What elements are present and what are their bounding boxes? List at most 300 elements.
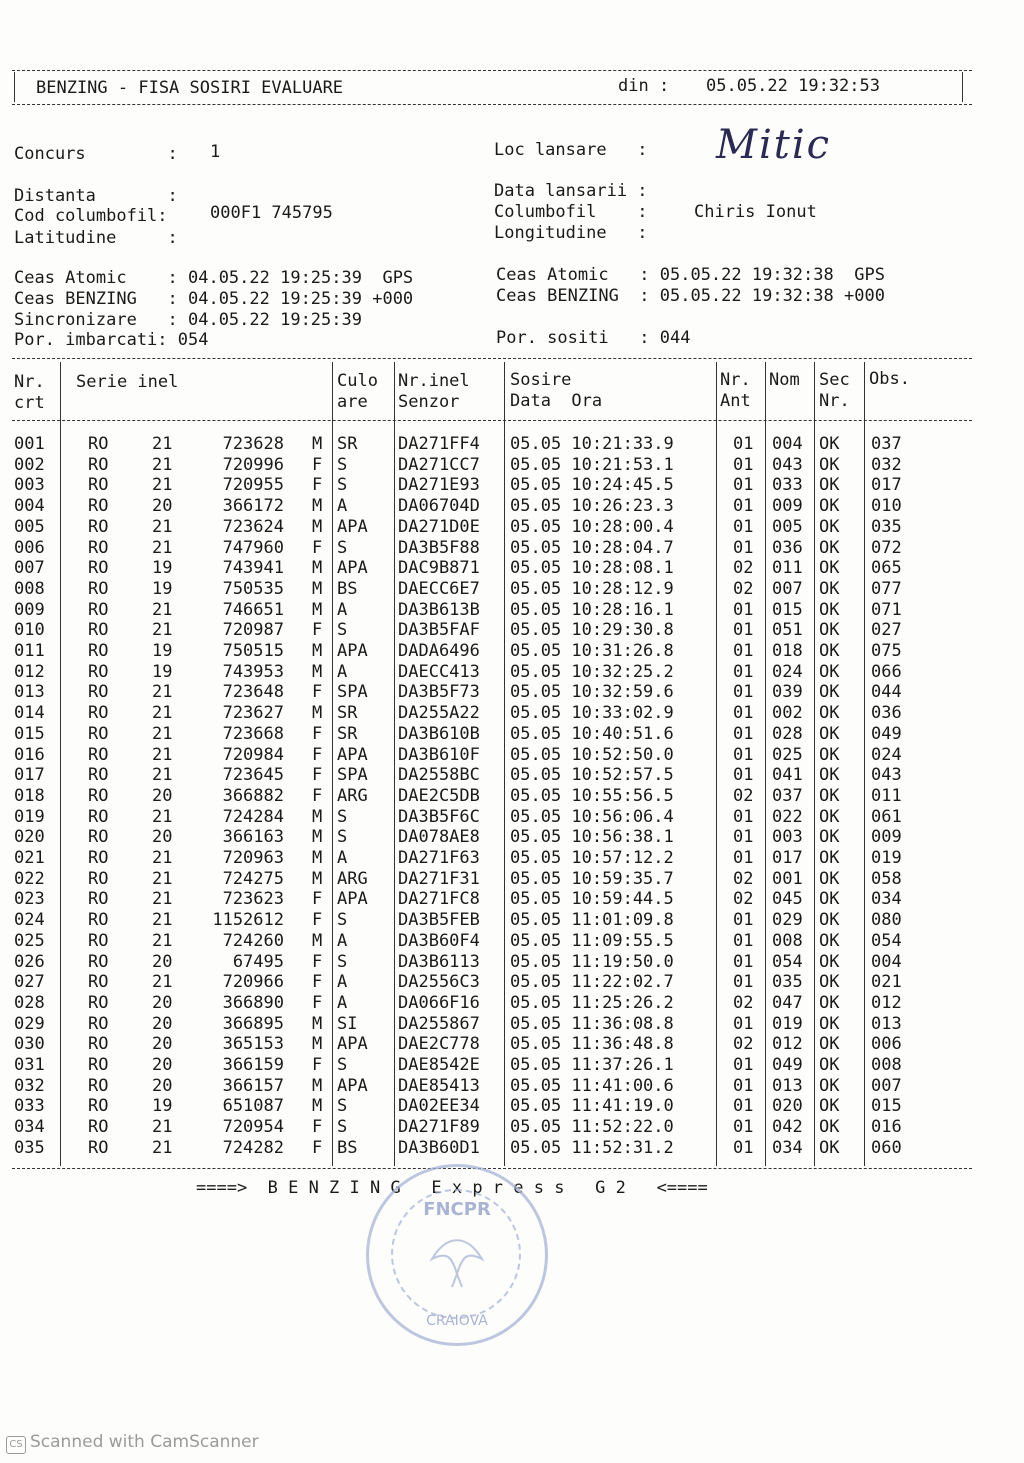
- cell-ring-number: 366882: [222, 785, 284, 806]
- cell-obs: 008: [871, 1055, 902, 1075]
- cell-country: RO: [88, 992, 109, 1013]
- porumbei-sositi: Por. sositi : 044: [496, 328, 691, 348]
- cell-nr-crt: 013: [14, 682, 45, 703]
- cell-arrival: 05.05 10:33:02.9: [510, 703, 674, 724]
- cell-ring-number: 723627: [222, 703, 284, 724]
- cell-antenna: 02: [733, 868, 754, 889]
- cell-year: 21: [152, 889, 173, 910]
- cell-sex: F: [312, 765, 323, 786]
- cell-nom: 013: [772, 1075, 803, 1096]
- cell-obs: 071: [871, 599, 902, 620]
- stamp-text-bottom: CRAIOVA: [426, 1313, 488, 1329]
- cell-obs: 077: [871, 578, 902, 599]
- cell-sec-status: OK: [819, 703, 840, 724]
- columbofil-label: Columbofil :: [494, 202, 648, 222]
- cell-sex: F: [312, 785, 323, 806]
- cell-antenna: 01: [733, 1137, 754, 1158]
- cell-sex: F: [312, 744, 323, 765]
- cell-color: S: [337, 910, 348, 931]
- cell-obs: 024: [871, 744, 902, 765]
- cell-sex: F: [312, 992, 323, 1013]
- cell-sensor-ring: DAE85413: [398, 1075, 480, 1096]
- cell-country: RO: [88, 475, 109, 496]
- cell-ring-number: 723624: [222, 516, 284, 537]
- cell-country: RO: [88, 682, 109, 703]
- cell-arrival: 05.05 10:28:00.4: [510, 516, 674, 537]
- cell-arrival: 05.05 10:56:38.1: [510, 827, 674, 848]
- cell-obs: 065: [871, 558, 902, 579]
- cell-ring-number: 720963: [222, 848, 284, 868]
- cell-sec-status: OK: [819, 578, 840, 599]
- cell-nom: 003: [772, 827, 803, 848]
- cell-color: SPA: [337, 682, 368, 703]
- cell-arrival: 05.05 10:57:12.2: [510, 848, 674, 868]
- cell-ring-number: 366163: [222, 827, 284, 848]
- cell-ring-number: 724260: [222, 930, 284, 951]
- cell-obs: 012: [871, 992, 902, 1013]
- cell-ring-number: 67495: [232, 951, 284, 972]
- cell-sensor-ring: DA271F89: [398, 1117, 480, 1138]
- report-date-label: din :: [618, 76, 670, 96]
- cell-antenna: 01: [733, 1075, 754, 1096]
- cell-sex: F: [312, 723, 323, 744]
- cell-country: RO: [88, 537, 109, 558]
- cell-sex: M: [312, 1096, 323, 1117]
- cell-sec-status: OK: [819, 827, 840, 848]
- cell-country: RO: [88, 1096, 109, 1117]
- cell-ring-number: 720984: [222, 744, 284, 765]
- cell-color: A: [337, 992, 348, 1013]
- cell-nr-crt: 004: [14, 496, 45, 517]
- cell-ring-number: 723623: [222, 889, 284, 910]
- cell-year: 20: [152, 496, 173, 517]
- cell-color: A: [337, 496, 348, 517]
- cell-country: RO: [88, 1075, 109, 1096]
- cell-sec-status: OK: [819, 475, 840, 496]
- cell-nr-crt: 016: [14, 744, 45, 765]
- cell-sensor-ring: DA3B60D1: [398, 1137, 480, 1158]
- cell-year: 20: [152, 992, 173, 1013]
- cell-obs: 036: [871, 703, 902, 724]
- cell-color: S: [337, 475, 348, 496]
- camscanner-logo-icon: CS: [6, 1436, 26, 1454]
- cell-nom: 049: [772, 1055, 803, 1075]
- cell-obs: 058: [871, 868, 902, 889]
- cell-ring-number: 366172: [222, 496, 284, 517]
- cell-sec-status: OK: [819, 723, 840, 744]
- cell-sex: M: [312, 516, 323, 537]
- cell-obs: 032: [871, 454, 902, 475]
- cell-country: RO: [88, 1013, 109, 1034]
- latitudine-label: Latitudine :: [14, 228, 178, 248]
- cell-antenna: 01: [733, 951, 754, 972]
- cell-sensor-ring: DA2558BC: [398, 765, 480, 786]
- cell-country: RO: [88, 972, 109, 993]
- cell-ring-number: 743953: [222, 661, 284, 682]
- cell-obs: 037: [871, 434, 902, 454]
- cell-nom: 019: [772, 1013, 803, 1034]
- cell-sec-status: OK: [819, 910, 840, 931]
- cell-country: RO: [88, 765, 109, 786]
- cell-country: RO: [88, 578, 109, 599]
- cell-year: 21: [152, 972, 173, 993]
- cell-year: 21: [152, 744, 173, 765]
- cell-nr-crt: 001: [14, 434, 45, 454]
- cell-color: BS: [337, 578, 358, 599]
- cell-arrival: 05.05 10:28:16.1: [510, 599, 674, 620]
- cell-color: S: [337, 620, 348, 641]
- cell-sex: F: [312, 454, 323, 475]
- cell-color: APA: [337, 516, 368, 537]
- ceas-atomic-end: Ceas Atomic : 05.05.22 19:32:38 GPS: [496, 265, 885, 285]
- cell-country: RO: [88, 599, 109, 620]
- cell-sensor-ring: DA3B5F73: [398, 682, 480, 703]
- cell-sec-status: OK: [819, 848, 840, 868]
- cell-sec-status: OK: [819, 1075, 840, 1096]
- cell-obs: 049: [871, 723, 902, 744]
- cell-country: RO: [88, 806, 109, 827]
- cell-ring-number: 720996: [222, 454, 284, 475]
- cell-nom: 015: [772, 599, 803, 620]
- cell-sensor-ring: DAC9B871: [398, 558, 480, 579]
- cell-country: RO: [88, 723, 109, 744]
- cell-nr-crt: 033: [14, 1096, 45, 1117]
- cell-sec-status: OK: [819, 1034, 840, 1055]
- benzing-express-banner: ====> B E N Z I N G E x p r e s s G 2 <====: [196, 1178, 708, 1198]
- cell-nr-crt: 024: [14, 910, 45, 931]
- cell-country: RO: [88, 889, 109, 910]
- cell-ring-number: 366890: [222, 992, 284, 1013]
- cell-obs: 061: [871, 806, 902, 827]
- cell-year: 19: [152, 1096, 173, 1117]
- concurs-label: Concurs :: [14, 144, 178, 164]
- cell-sex: F: [312, 951, 323, 972]
- cell-sensor-ring: DA02EE34: [398, 1096, 480, 1117]
- col-obs: Obs.: [869, 369, 910, 389]
- cell-obs: 054: [871, 930, 902, 951]
- cell-sec-status: OK: [819, 682, 840, 703]
- cell-sensor-ring: DA255867: [398, 1013, 480, 1034]
- cell-nr-crt: 035: [14, 1137, 45, 1158]
- col-sec-nr-2: Nr.: [819, 391, 850, 411]
- cell-obs: 035: [871, 516, 902, 537]
- cell-country: RO: [88, 868, 109, 889]
- cell-nom: 001: [772, 868, 803, 889]
- cell-antenna: 01: [733, 827, 754, 848]
- cell-color: BS: [337, 1137, 358, 1158]
- cell-sensor-ring: DAE2C5DB: [398, 785, 480, 806]
- cell-ring-number: 365153: [222, 1034, 284, 1055]
- cell-nr-crt: 010: [14, 620, 45, 641]
- report-title: BENZING - FISA SOSIRI EVALUARE: [36, 78, 344, 98]
- cell-color: S: [337, 1055, 348, 1075]
- cell-year: 21: [152, 454, 173, 475]
- cell-nom: 018: [772, 641, 803, 661]
- cell-country: RO: [88, 1055, 109, 1075]
- cell-nom: 045: [772, 889, 803, 910]
- cell-antenna: 01: [733, 682, 754, 703]
- cell-arrival: 05.05 10:21:53.1: [510, 454, 674, 475]
- col-sosire-1: Sosire: [510, 370, 572, 390]
- cell-country: RO: [88, 1137, 109, 1158]
- cell-nr-crt: 027: [14, 972, 45, 993]
- cell-sensor-ring: DA271E93: [398, 475, 480, 496]
- cell-arrival: 05.05 11:01:09.8: [510, 910, 674, 931]
- concurs-value: 1: [210, 142, 221, 162]
- cell-nom: 041: [772, 765, 803, 786]
- cell-sensor-ring: DAECC6E7: [398, 578, 480, 599]
- cell-arrival: 05.05 10:52:50.0: [510, 744, 674, 765]
- cell-year: 20: [152, 827, 173, 848]
- cell-ring-number: 750535: [222, 578, 284, 599]
- cell-year: 21: [152, 516, 173, 537]
- cod-columbofil-value: 000F1 745795: [210, 203, 333, 223]
- cell-sec-status: OK: [819, 496, 840, 517]
- cell-country: RO: [88, 1117, 109, 1138]
- cell-sec-status: OK: [819, 1055, 840, 1075]
- cell-obs: 015: [871, 1096, 902, 1117]
- cell-nom: 042: [772, 1117, 803, 1138]
- cell-sensor-ring: DAE2C778: [398, 1034, 480, 1055]
- stamp-text-top: FNCPR: [423, 1199, 491, 1220]
- cell-antenna: 01: [733, 537, 754, 558]
- col-nr-ant-2: Ant: [720, 391, 751, 411]
- cell-year: 21: [152, 1137, 173, 1158]
- cell-sensor-ring: DA3B613B: [398, 599, 480, 620]
- cell-country: RO: [88, 827, 109, 848]
- cell-ring-number: 1152612: [212, 910, 284, 931]
- cell-color: SR: [337, 703, 358, 724]
- cell-nom: 029: [772, 910, 803, 931]
- cell-color: SR: [337, 434, 358, 454]
- cell-nr-crt: 006: [14, 537, 45, 558]
- cell-antenna: 01: [733, 744, 754, 765]
- cell-color: ARG: [337, 785, 368, 806]
- col-serie-inel: Serie inel: [76, 372, 179, 392]
- col-sec-nr-1: Sec: [819, 370, 850, 390]
- cell-color: A: [337, 930, 348, 951]
- cell-year: 19: [152, 661, 173, 682]
- cell-sec-status: OK: [819, 558, 840, 579]
- cell-color: APA: [337, 641, 368, 661]
- cell-ring-number: 723645: [222, 765, 284, 786]
- cell-arrival: 05.05 11:19:50.0: [510, 951, 674, 972]
- cell-year: 21: [152, 475, 173, 496]
- cell-country: RO: [88, 930, 109, 951]
- cell-sensor-ring: DA3B60F4: [398, 930, 480, 951]
- cell-obs: 019: [871, 848, 902, 868]
- cell-antenna: 01: [733, 972, 754, 993]
- cell-country: RO: [88, 785, 109, 806]
- cell-arrival: 05.05 11:25:26.2: [510, 992, 674, 1013]
- cell-year: 21: [152, 910, 173, 931]
- cell-sex: M: [312, 1034, 323, 1055]
- cell-nom: 039: [772, 682, 803, 703]
- cell-country: RO: [88, 454, 109, 475]
- cell-sex: M: [312, 558, 323, 579]
- cell-antenna: 01: [733, 620, 754, 641]
- loc-lansare-label: Loc lansare :: [494, 140, 648, 160]
- cell-antenna: 01: [733, 1055, 754, 1075]
- cell-sex: M: [312, 848, 323, 868]
- ceas-atomic-start: Ceas Atomic : 04.05.22 19:25:39 GPS: [14, 268, 414, 288]
- cell-color: S: [337, 1117, 348, 1138]
- cell-ring-number: 651087: [222, 1096, 284, 1117]
- col-nr-crt-1: Nr.: [14, 372, 45, 392]
- cell-nr-crt: 005: [14, 516, 45, 537]
- ceas-benzing-start: Ceas BENZING : 04.05.22 19:25:39 +000: [14, 289, 414, 309]
- cell-color: APA: [337, 744, 368, 765]
- cell-sex: M: [312, 496, 323, 517]
- cell-arrival: 05.05 10:56:06.4: [510, 806, 674, 827]
- cell-antenna: 01: [733, 454, 754, 475]
- cell-arrival: 05.05 10:59:35.7: [510, 868, 674, 889]
- cell-arrival: 05.05 10:59:44.5: [510, 889, 674, 910]
- cell-nom: 012: [772, 1034, 803, 1055]
- cell-sensor-ring: DA3B5F88: [398, 537, 480, 558]
- cell-nr-crt: 012: [14, 661, 45, 682]
- cell-antenna: 02: [733, 1034, 754, 1055]
- cell-sec-status: OK: [819, 1013, 840, 1034]
- cell-country: RO: [88, 641, 109, 661]
- cell-year: 19: [152, 641, 173, 661]
- cell-country: RO: [88, 744, 109, 765]
- cell-obs: 044: [871, 682, 902, 703]
- cell-sex: M: [312, 434, 323, 454]
- cell-arrival: 05.05 10:28:04.7: [510, 537, 674, 558]
- cell-color: S: [337, 454, 348, 475]
- cell-sec-status: OK: [819, 641, 840, 661]
- cell-sec-status: OK: [819, 889, 840, 910]
- cell-sex: F: [312, 475, 323, 496]
- cell-sec-status: OK: [819, 661, 840, 682]
- cell-nom: 002: [772, 703, 803, 724]
- cell-sensor-ring: DA2556C3: [398, 972, 480, 993]
- cell-sec-status: OK: [819, 992, 840, 1013]
- cell-year: 19: [152, 558, 173, 579]
- cell-obs: 027: [871, 620, 902, 641]
- cell-sec-status: OK: [819, 454, 840, 475]
- cell-country: RO: [88, 703, 109, 724]
- cell-sec-status: OK: [819, 620, 840, 641]
- cell-nom: 004: [772, 434, 803, 454]
- cell-nr-crt: 015: [14, 723, 45, 744]
- cell-year: 21: [152, 848, 173, 868]
- cell-ring-number: 720955: [222, 475, 284, 496]
- cell-obs: 007: [871, 1075, 902, 1096]
- cell-arrival: 05.05 11:37:26.1: [510, 1055, 674, 1075]
- cell-sec-status: OK: [819, 785, 840, 806]
- cell-antenna: 02: [733, 578, 754, 599]
- col-nr-inel-2: Senzor: [398, 392, 460, 412]
- cell-sex: M: [312, 827, 323, 848]
- cell-ring-number: 747960: [222, 537, 284, 558]
- sincronizare: Sincronizare : 04.05.22 19:25:39: [14, 310, 362, 330]
- cell-nr-crt: 003: [14, 475, 45, 496]
- cell-antenna: 02: [733, 992, 754, 1013]
- cell-sec-status: OK: [819, 930, 840, 951]
- cell-antenna: 01: [733, 1096, 754, 1117]
- cell-year: 20: [152, 785, 173, 806]
- cell-sec-status: OK: [819, 972, 840, 993]
- longitudine-label: Longitudine :: [494, 223, 648, 243]
- cell-ring-number: 723648: [222, 682, 284, 703]
- cell-sensor-ring: DA271D0E: [398, 516, 480, 537]
- cell-antenna: 01: [733, 930, 754, 951]
- cell-arrival: 05.05 10:40:51.6: [510, 723, 674, 744]
- cell-year: 21: [152, 723, 173, 744]
- cell-ring-number: 746651: [222, 599, 284, 620]
- cell-sensor-ring: DA078AE8: [398, 827, 480, 848]
- cell-nom: 007: [772, 578, 803, 599]
- cell-nom: 022: [772, 806, 803, 827]
- cell-ring-number: 723668: [222, 723, 284, 744]
- dove-icon: [422, 1229, 492, 1289]
- cell-obs: 080: [871, 910, 902, 931]
- loc-lansare-handwritten: Mitic: [716, 122, 832, 168]
- cell-sex: F: [312, 972, 323, 993]
- cell-obs: 034: [871, 889, 902, 910]
- cell-sec-status: OK: [819, 868, 840, 889]
- cell-year: 21: [152, 1117, 173, 1138]
- cell-year: 21: [152, 806, 173, 827]
- cell-ring-number: 720966: [222, 972, 284, 993]
- cell-antenna: 01: [733, 1013, 754, 1034]
- cell-sensor-ring: DA271F31: [398, 868, 480, 889]
- cell-ring-number: 724282: [222, 1137, 284, 1158]
- cell-arrival: 05.05 10:31:26.8: [510, 641, 674, 661]
- cell-color: A: [337, 972, 348, 993]
- cell-obs: 016: [871, 1117, 902, 1138]
- cell-sex: F: [312, 910, 323, 931]
- cell-sex: F: [312, 682, 323, 703]
- cell-nom: 034: [772, 1137, 803, 1158]
- cell-nr-crt: 017: [14, 765, 45, 786]
- cell-sex: M: [312, 703, 323, 724]
- cell-sensor-ring: DA3B5FAF: [398, 620, 480, 641]
- cell-nr-crt: 019: [14, 806, 45, 827]
- col-culoare-2: are: [337, 392, 368, 412]
- cell-nr-crt: 009: [14, 599, 45, 620]
- cell-sex: M: [312, 868, 323, 889]
- cell-antenna: 01: [733, 434, 754, 454]
- cell-sex: F: [312, 1055, 323, 1075]
- cell-color: S: [337, 951, 348, 972]
- cell-color: A: [337, 848, 348, 868]
- cell-sensor-ring: DADA6496: [398, 641, 480, 661]
- cell-year: 20: [152, 1013, 173, 1034]
- cell-ring-number: 720954: [222, 1117, 284, 1138]
- cell-sex: M: [312, 599, 323, 620]
- cell-country: RO: [88, 434, 109, 454]
- cod-columbofil-label: Cod columbofil:: [14, 206, 168, 226]
- cell-year: 21: [152, 930, 173, 951]
- cell-nr-crt: 030: [14, 1034, 45, 1055]
- cell-nr-crt: 011: [14, 641, 45, 661]
- cell-obs: 004: [871, 951, 902, 972]
- cell-year: 21: [152, 434, 173, 454]
- ceas-benzing-end: Ceas BENZING : 05.05.22 19:32:38 +000: [496, 286, 885, 306]
- cell-arrival: 05.05 11:41:19.0: [510, 1096, 674, 1117]
- cell-arrival: 05.05 10:29:30.8: [510, 620, 674, 641]
- cell-nom: 047: [772, 992, 803, 1013]
- cell-sensor-ring: DA271CC7: [398, 454, 480, 475]
- cell-antenna: 01: [733, 765, 754, 786]
- cell-color: A: [337, 661, 348, 682]
- cell-color: ARG: [337, 868, 368, 889]
- cell-sec-status: OK: [819, 1096, 840, 1117]
- cell-sensor-ring: DA3B6113: [398, 951, 480, 972]
